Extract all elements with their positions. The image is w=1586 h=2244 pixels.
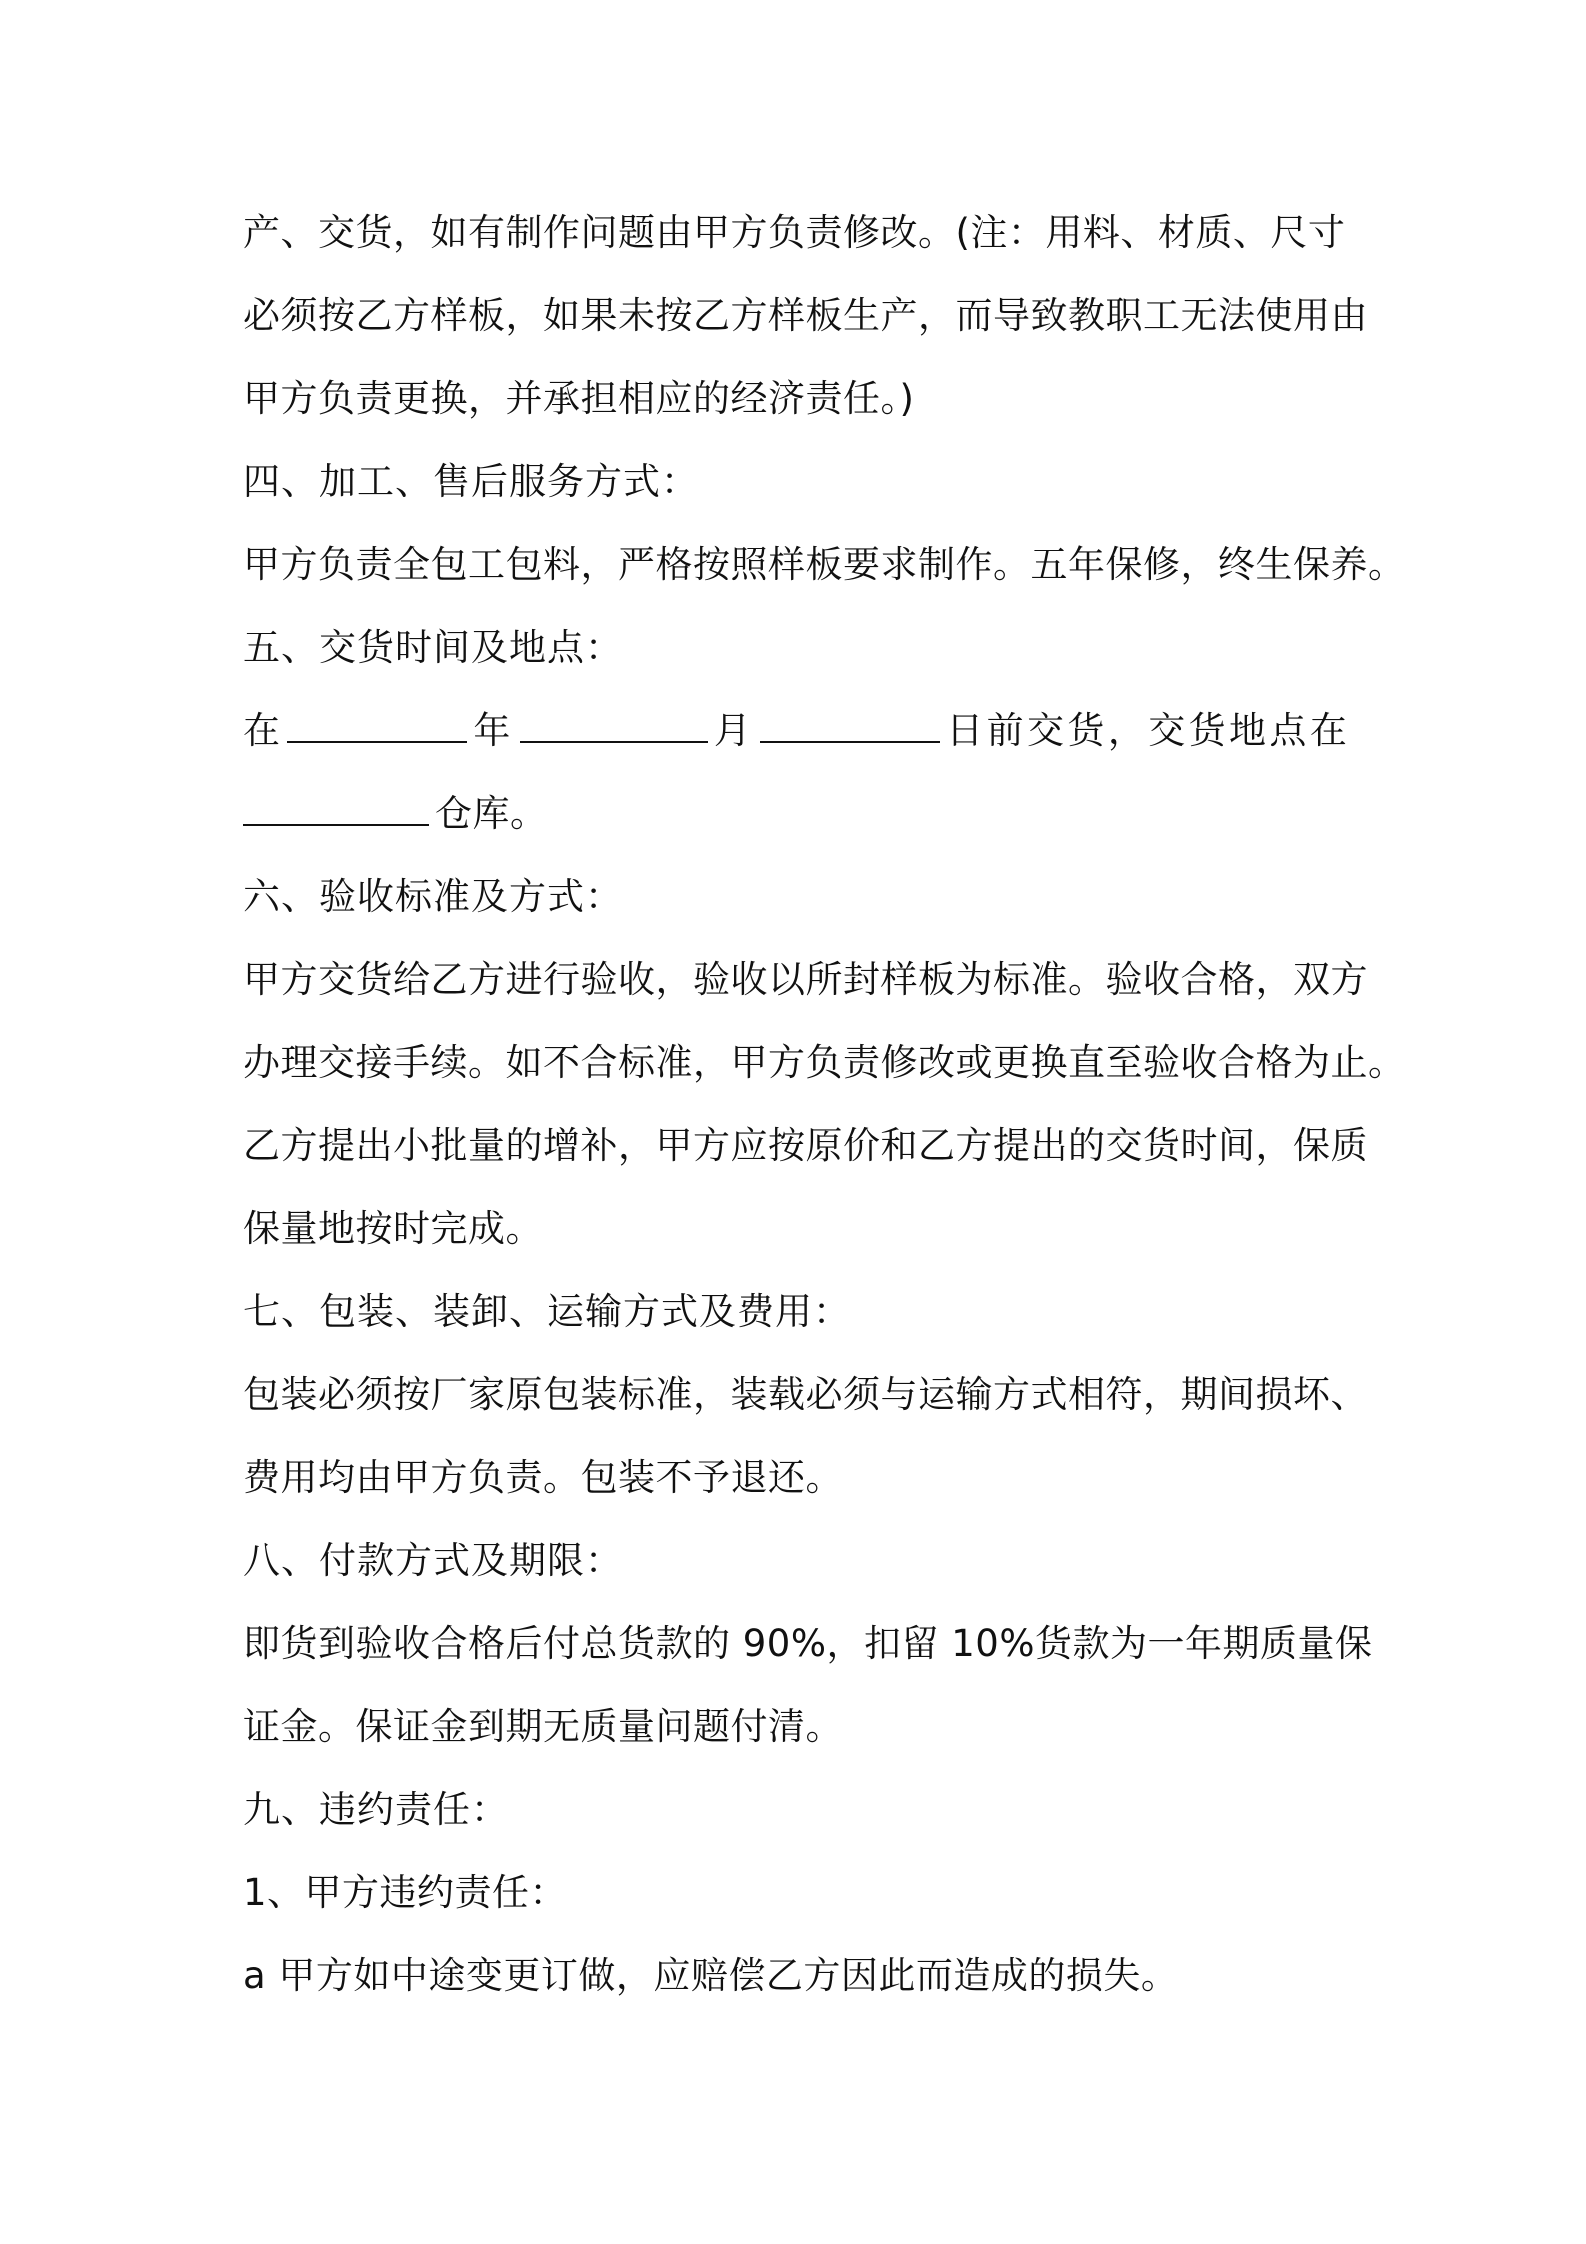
- warehouse-blank: [243, 790, 429, 826]
- year-blank: [287, 707, 467, 743]
- paragraph-line: 产、交货，如有制作问题由甲方负责修改。(注：用料、材质、尺寸: [243, 211, 1346, 254]
- section-7-heading: 七、包装、装卸、运输方式及费用：: [243, 1290, 851, 1333]
- section-4-heading: 四、加工、售后服务方式：: [243, 460, 699, 503]
- section-7-body-line: 费用均由甲方负责。包装不予退还。: [243, 1456, 843, 1499]
- section-6-heading: 六、验收标准及方式：: [243, 875, 623, 918]
- section-9-sub-heading: 1、甲方违约责任：: [243, 1871, 568, 1914]
- year-label: 年: [473, 709, 514, 752]
- section-6-body-line: 保量地按时完成。: [243, 1207, 543, 1250]
- section-6-body-line: 办理交接手续。如不合标准，甲方负责修改或更换直至验收合格为止。: [243, 1041, 1406, 1084]
- delivery-date-line: [243, 705, 1353, 757]
- section-7-body-line: 包装必须按厂家原包装标准，装载必须与运输方式相符，期间损坏、: [243, 1373, 1368, 1416]
- section-9-item-a: a 甲方如中途变更订做，应赔偿乙方因此而造成的损失。: [243, 1954, 1179, 1997]
- section-5-heading: 五、交货时间及地点：: [243, 626, 623, 669]
- section-6-body-line: 乙方提出小批量的增补，甲方应按原价和乙方提出的交货时间，保质: [243, 1124, 1368, 1167]
- warehouse-line: [243, 788, 1353, 840]
- paragraph-line: 甲方负责更换，并承担相应的经济责任。): [243, 377, 915, 420]
- section-8-body-line: 证金。保证金到期无质量问题付清。: [243, 1705, 843, 1748]
- delivery-prefix: 在: [243, 709, 284, 752]
- section-9-heading: 九、违约责任：: [243, 1788, 509, 1831]
- section-8-body-line: 即货到验收合格后付总货款的 90%，扣留 10%货款为一年期质量保: [243, 1622, 1373, 1665]
- warehouse-label: 仓库。: [435, 792, 548, 835]
- section-8-heading: 八、付款方式及期限：: [243, 1539, 623, 1582]
- delivery-day-text: 日前交货，交货地点在: [946, 709, 1351, 752]
- month-label: 月: [713, 709, 755, 752]
- month-blank: [520, 707, 708, 743]
- section-4-body: 甲方负责全包工包料，严格按照样板要求制作。五年保修，终生保养。: [243, 543, 1406, 586]
- section-6-body-line: 甲方交货给乙方进行验收，验收以所封样板为标准。验收合格，双方: [243, 958, 1368, 1001]
- paragraph-line: 必须按乙方样板，如果未按乙方样板生产，而导致教职工无法使用由: [243, 294, 1368, 337]
- day-blank: [760, 707, 940, 743]
